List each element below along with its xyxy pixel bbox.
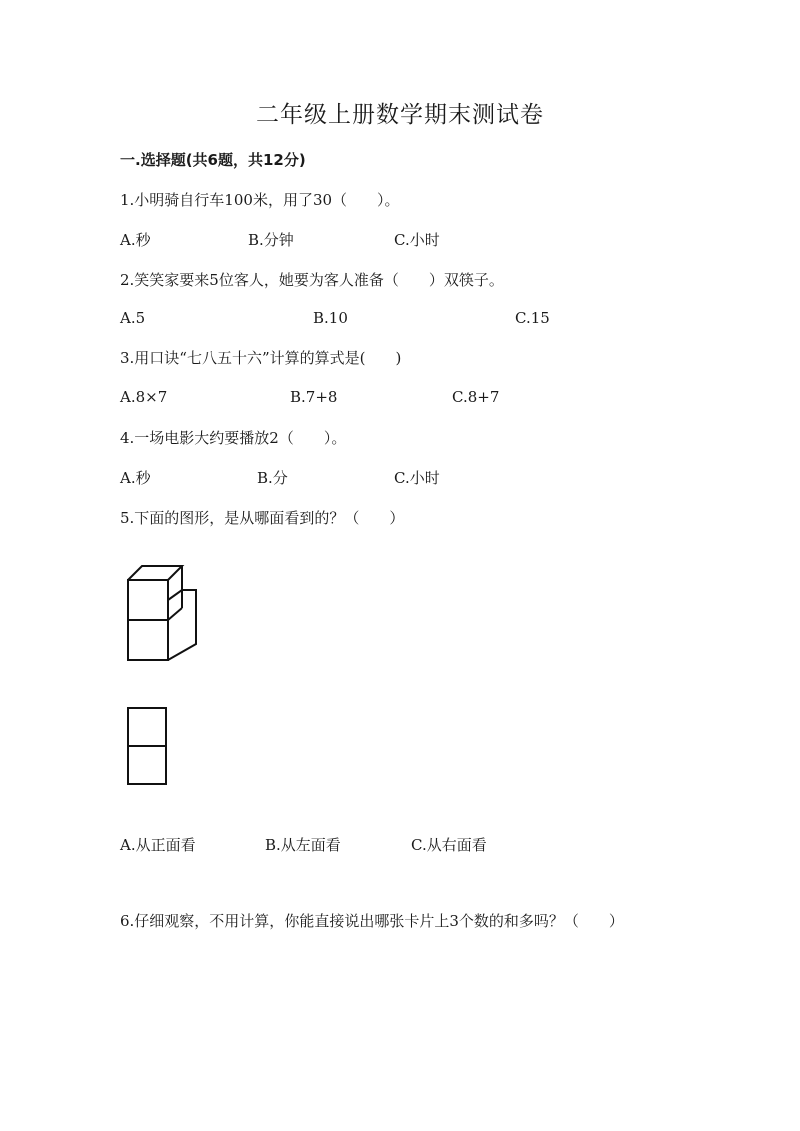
question-1-option-a: A.秒 [120, 231, 151, 249]
question-2-option-a: A.5 [120, 309, 146, 327]
question-5-option-b: B.从左面看 [265, 836, 341, 854]
question-2-option-b: B.10 [313, 309, 348, 327]
question-1-option-c: C.小时 [394, 231, 440, 249]
question-4-option-b: B.分 [257, 469, 288, 487]
question-4-option-a: A.秒 [120, 469, 151, 487]
question-3-option-a: A.8×7 [120, 388, 168, 406]
question-2-option-c: C.15 [515, 309, 550, 327]
question-6-text: 6.仔细观察，不用计算，你能直接说出哪张卡片上3个数的和多吗？（ ） [120, 912, 624, 930]
question-5-text: 5.下面的图形，是从哪面看到的？（ ） [120, 509, 405, 527]
section-heading: 一.选择题(共6题，共12分) [120, 151, 306, 169]
question-1-text: 1.小明骑自行车100米，用了30（ ）。 [120, 191, 400, 209]
question-4-text: 4.一场电影大约要播放2（ ）。 [120, 429, 347, 447]
question-3-option-b: B.7+8 [290, 388, 338, 406]
page-title: 二年级上册数学期末测试卷 [256, 102, 544, 128]
question-3-text: 3.用口诀“七八五十六”计算的算式是( ) [120, 349, 402, 367]
question-2-text: 2.笑笑家要来5位客人，她要为客人准备（ ）双筷子。 [120, 271, 504, 289]
question-1-option-b: B.分钟 [248, 231, 294, 249]
question-4-option-c: C.小时 [394, 469, 440, 487]
two-square-view-figure [120, 700, 180, 790]
question-5-option-c: C.从右面看 [411, 836, 487, 854]
stacked-cubes-figure [120, 560, 210, 670]
question-3-option-c: C.8+7 [452, 388, 500, 406]
question-5-option-a: A.从正面看 [120, 836, 196, 854]
